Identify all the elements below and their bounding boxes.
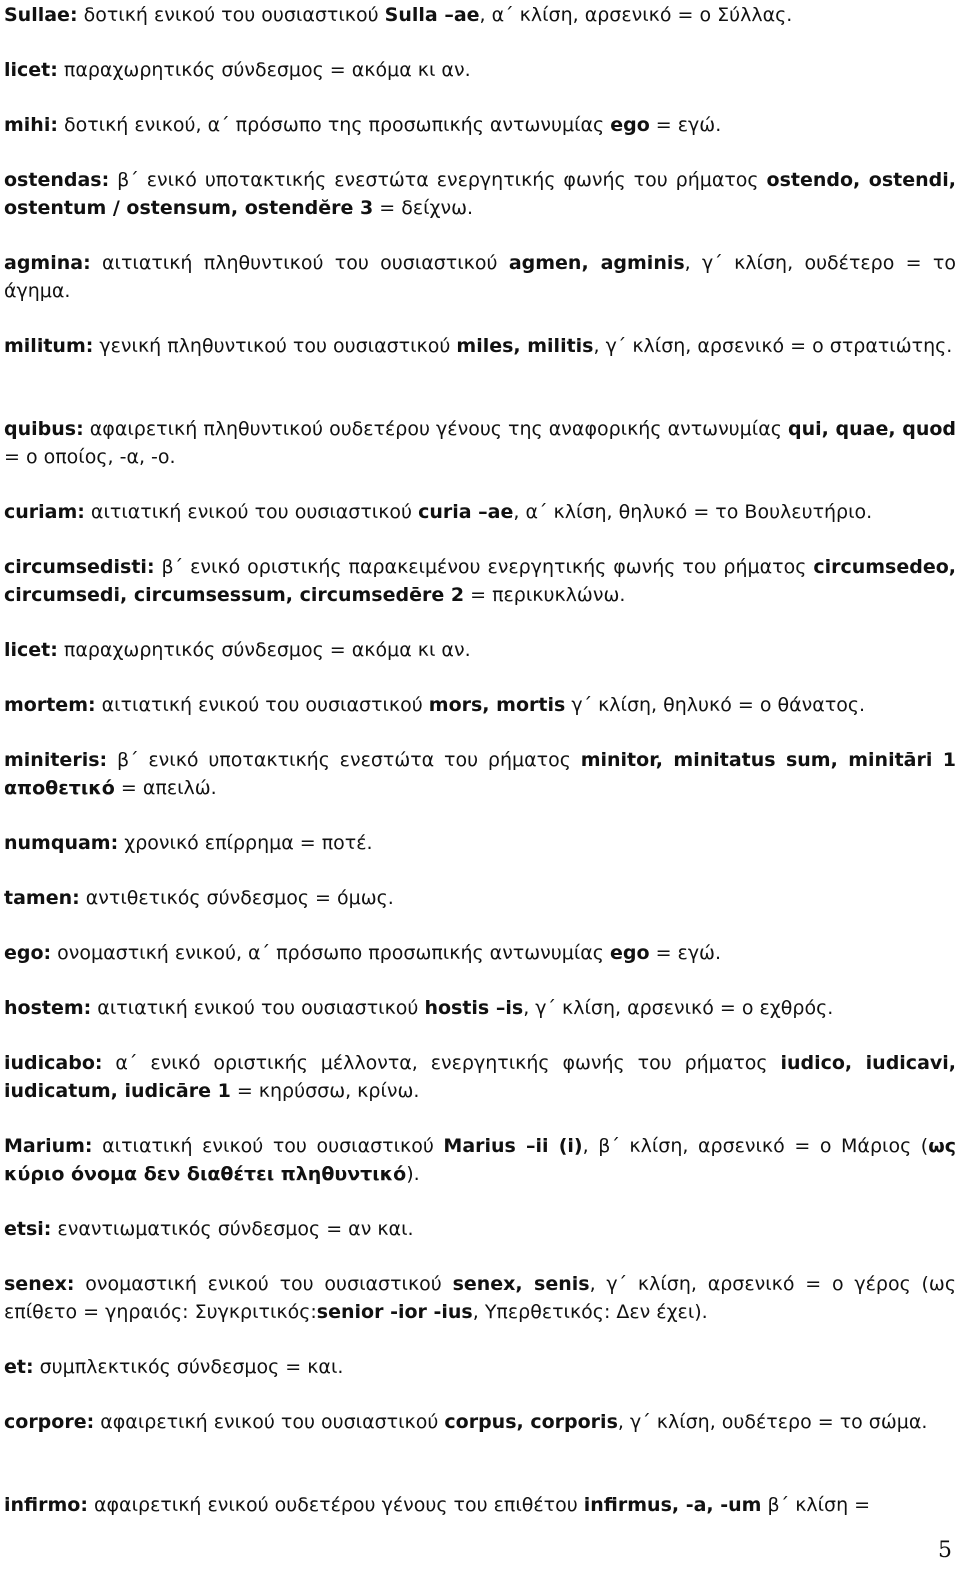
latin-form: corpus, corporis <box>444 1411 618 1433</box>
definition-text: = περικυκλώνω. <box>464 583 626 606</box>
latin-form: ego <box>610 942 650 964</box>
definition-text: χρονικό επίρρημα = ποτέ. <box>118 832 373 854</box>
headword: curiam: <box>4 501 85 523</box>
latin-form: ως κύριο όνομα δεν διαθέτει πληθυντικό <box>4 1135 956 1185</box>
definition-text: ονομαστική ενικού του ουσιαστικού <box>74 1273 453 1295</box>
headword: Sullae: <box>4 4 78 26</box>
glossary-entry <box>4 112 956 140</box>
headword: numquam: <box>4 832 119 854</box>
glossary-entry <box>4 747 956 802</box>
headword: miniteris: <box>4 749 108 771</box>
definition-text: αντιθετικός σύνδεσμος = όμως. <box>79 887 394 909</box>
glossary-entry <box>4 167 956 222</box>
latin-form: infirmus, -a, -um <box>583 1494 762 1516</box>
definition-text: αιτιατική ενικού του ουσιαστικού <box>95 694 429 716</box>
definition-text: , α΄ κλίση, θηλυκό = το Βουλευτήριο. <box>513 501 873 523</box>
headword: iudicabo: <box>4 1052 103 1074</box>
definition-text: αφαιρετική πληθυντικού ουδετέρου γένους της αναφορικής αντωνυμίας <box>83 418 788 440</box>
headword: agmina: <box>4 252 91 274</box>
glossary-entry <box>4 885 956 913</box>
headword: ostendas: <box>4 169 110 191</box>
glossary-entry <box>4 250 956 305</box>
definition-text: παραχωρητικός σύνδεσμος = ακόμα κι αν. <box>57 639 471 661</box>
glossary-entry <box>4 1216 956 1244</box>
glossary-entry <box>4 57 956 85</box>
definition-text: = ο οποίος, -α, -ο. <box>4 445 176 468</box>
glossary-entry <box>4 692 956 720</box>
glossary-entry <box>4 499 956 527</box>
definition-text: δοτική ενικού, α΄ πρόσωπο της προσωπικής αντωνυμίας <box>57 114 611 136</box>
definition-text: παραχωρητικός σύνδεσμος = ακόμα κι αν. <box>57 59 471 81</box>
latin-form: minitor, minitatus sum, minitāri 1 αποθετικό <box>4 749 957 799</box>
latin-form: ego <box>610 114 650 136</box>
glossary-entry <box>4 1492 956 1520</box>
glossary-entry <box>4 1050 956 1105</box>
latin-form: miles, militis <box>456 335 594 357</box>
definition-text: β΄ ενικό υποτακτικής ενεστώτα του ρήματος <box>107 749 581 771</box>
latin-form: hostis –is <box>424 997 524 1019</box>
definition-text: , α΄ κλίση, αρσενικό = ο Σύλλας. <box>479 4 793 26</box>
glossary-entry <box>4 416 956 471</box>
definition-text: , γ΄ κλίση, ουδέτερο = το άγημα. <box>4 252 956 302</box>
glossary-entry <box>4 1271 956 1326</box>
headword: licet: <box>4 59 58 81</box>
definition-text: , γ΄ κλίση, αρσενικό = ο στρατιώτης. <box>593 335 953 357</box>
definition-text: αιτιατική ενικού του ουσιαστικού <box>92 1135 444 1157</box>
definition-text: = απειλώ. <box>114 776 217 799</box>
latin-form: Marius –ii (i) <box>443 1135 583 1157</box>
definition-text: = εγώ. <box>649 942 722 964</box>
definition-text: , γ΄ κλίση, αρσενικό = ο γέρος (ως επίθετο = γηραιός: Συγκριτικός: <box>4 1273 956 1323</box>
definition-text: , γ΄ κλίση, ουδέτερο = το σώμα. <box>617 1411 928 1433</box>
definition-text: α΄ ενικό οριστικής μέλλοντα, ενεργητικής φωνής του ρήματος <box>102 1052 781 1074</box>
definition-text: συμπλεκτικός σύνδεσμος = και. <box>33 1356 344 1378</box>
latin-form: circumsedeo, circumsedi, circumsessum, circumsedēre 2 <box>4 556 956 606</box>
latin-form: senior -ior -ius <box>316 1300 473 1323</box>
definition-text: = εγώ. <box>649 114 722 136</box>
glossary-entry <box>4 1354 956 1382</box>
headword: etsi: <box>4 1218 52 1240</box>
glossary-entry <box>4 2 956 30</box>
latin-form: senex, senis <box>452 1273 590 1295</box>
glossary-entry <box>4 995 956 1023</box>
definition-text: = κηρύσσω, κρίνω. <box>230 1079 420 1102</box>
page-number: 5 <box>938 1538 952 1563</box>
headword: infirmo: <box>4 1494 88 1516</box>
glossary-entry <box>4 830 956 858</box>
headword: circumsedisti: <box>4 556 155 578</box>
headword: quibus: <box>4 418 84 440</box>
glossary-entry <box>4 333 956 361</box>
definition-text: ονομαστική ενικού, α΄ πρόσωπο προσωπικής αντωνυμίας <box>51 942 610 964</box>
headword: mihi: <box>4 114 58 136</box>
headword: hostem: <box>4 997 92 1019</box>
definition-text: β΄ ενικό υποτακτικής ενεστώτα ενεργητικής φωνής του ρήματος <box>109 169 767 191</box>
headword: et: <box>4 1356 34 1378</box>
latin-form: agmen, agminis <box>508 252 685 274</box>
definition-text: , γ΄ κλίση, αρσενικό = ο εχθρός. <box>523 997 834 1019</box>
latin-form: mors, mortis <box>428 694 566 716</box>
definition-text: δοτική ενικού του ουσιαστικού <box>77 4 385 26</box>
latin-form: curia –ae <box>418 501 514 523</box>
headword: Marium: <box>4 1135 93 1157</box>
definition-text: , Υπερθετικός: Δεν έχει). <box>472 1300 708 1323</box>
definition-text: β΄ κλίση = <box>761 1494 871 1516</box>
latin-form: iudico, iudicavi, iudicatum, iudicāre 1 <box>4 1052 957 1102</box>
headword: corpore: <box>4 1411 95 1433</box>
glossary-entry <box>4 554 956 609</box>
glossary-entry <box>4 940 956 968</box>
definition-text: β΄ ενικό οριστικής παρακειμένου ενεργητικής φωνής του ρήματος <box>154 556 814 578</box>
glossary-entry <box>4 1133 956 1188</box>
latin-form: qui, quae, quod <box>787 418 957 440</box>
definition-text: αιτιατική ενικού του ουσιαστικού <box>84 501 419 523</box>
latin-form: Sulla –ae <box>384 4 480 26</box>
definition-text: εναντιωματικός σύνδεσμος = αν και. <box>51 1218 414 1240</box>
latin-form: ostendo, ostendi, ostentum / ostensum, ostendĕre 3 <box>4 169 956 219</box>
definition-text: αφαιρετική ενικού του ουσιαστικού <box>94 1411 445 1433</box>
headword: mortem: <box>4 694 96 716</box>
headword: senex: <box>4 1273 75 1295</box>
definition-text: γ΄ κλίση, θηλυκό = ο θάνατος. <box>565 694 866 716</box>
definition-text: , β΄ κλίση, αρσενικό = ο Μάριος ( <box>582 1135 929 1157</box>
headword: tamen: <box>4 887 80 909</box>
definition-text: αιτιατική ενικού του ουσιαστικού <box>91 997 425 1019</box>
definition-text: = δείχνω. <box>373 196 474 219</box>
definition-text: ). <box>406 1162 420 1185</box>
glossary-entry <box>4 1409 956 1437</box>
definition-text: αιτιατική πληθυντικού του ουσιαστικού <box>90 252 509 274</box>
definition-text: αφαιρετική ενικού ουδετέρου γένους του επιθέτου <box>87 1494 584 1516</box>
glossary-entry <box>4 637 956 665</box>
headword: ego: <box>4 942 52 964</box>
definition-text: γενική πληθυντικού του ουσιαστικού <box>93 335 457 357</box>
headword: militum: <box>4 335 94 357</box>
headword: licet: <box>4 639 58 661</box>
